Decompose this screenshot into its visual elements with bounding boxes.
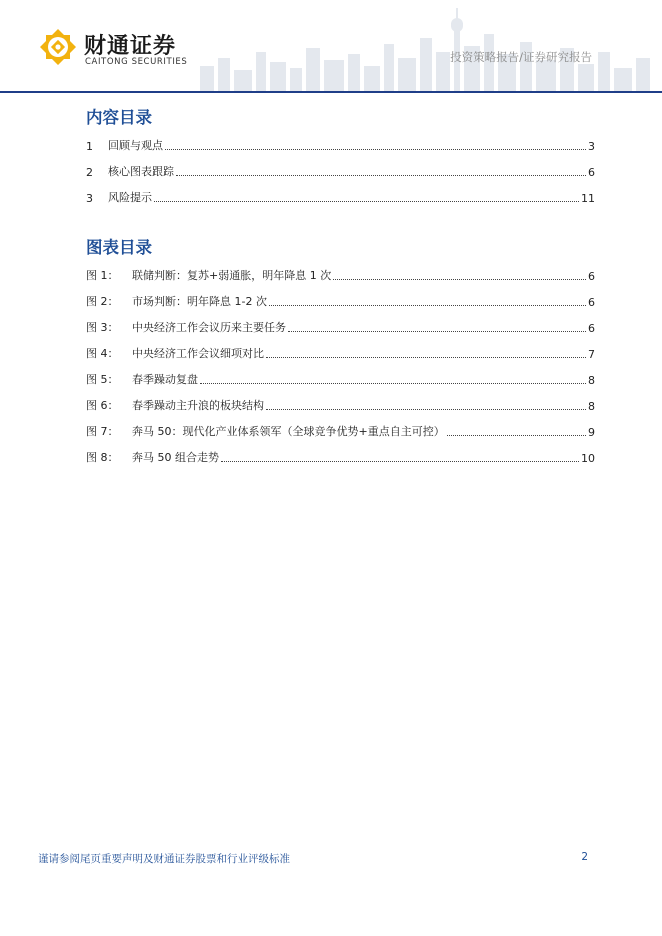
- figure-label: 联储判断：复苏+弱通胀，明年降息 1 次: [132, 269, 332, 282]
- brand-name-cn: 财通证券: [84, 34, 177, 59]
- brand-name-en: CAITONG SECURITIES: [85, 57, 188, 67]
- toc-item[interactable]: [86, 163, 595, 179]
- figure-number: 图 8：: [86, 451, 119, 464]
- report-type-label: 投资策略报告/证券研究报告: [450, 50, 592, 64]
- toc-leader-dots: [266, 408, 586, 410]
- toc-item-label: 风险提示: [108, 191, 152, 204]
- contents-title: 内容目录: [86, 108, 152, 127]
- figure-label: 春季躁动主升浪的板块结构: [132, 399, 264, 412]
- figure-page: 7: [588, 348, 595, 361]
- figure-list-item[interactable]: [86, 397, 595, 413]
- toc-leader-dots: [447, 434, 586, 436]
- figure-number: 图 3：: [86, 321, 119, 334]
- toc-leader-dots: [154, 200, 579, 202]
- footer-page-number: 2: [581, 851, 588, 863]
- figures-title: 图表目录: [86, 238, 152, 257]
- figure-number: 图 5：: [86, 373, 119, 386]
- figure-page: 8: [588, 374, 595, 387]
- figure-list-item[interactable]: [86, 371, 595, 387]
- figure-label: 奔马 50 组合走势: [132, 451, 219, 464]
- toc-leader-dots: [221, 460, 579, 462]
- figure-page: 6: [588, 322, 595, 335]
- figure-label: 奔马 50：现代化产业体系领军（全球竞争优势+重点自主可控）: [132, 425, 445, 438]
- figure-label: 中央经济工作会议细项对比: [132, 347, 264, 360]
- figure-label: 市场判断：明年降息 1-2 次: [132, 295, 267, 308]
- figure-list-item[interactable]: [86, 319, 595, 335]
- toc-item-number: 3: [86, 192, 93, 205]
- toc-leader-dots: [333, 278, 586, 280]
- toc-leader-dots: [266, 356, 586, 358]
- figure-number: 图 1：: [86, 269, 119, 282]
- toc-item-label: 回顾与观点: [108, 139, 163, 152]
- figure-number: 图 7：: [86, 425, 119, 438]
- toc-item[interactable]: [86, 189, 595, 205]
- page-header: [0, 0, 662, 94]
- toc-item-page: 11: [581, 192, 595, 205]
- toc-item-page: 6: [588, 166, 595, 179]
- figure-number: 图 4：: [86, 347, 119, 360]
- header-divider: [0, 91, 662, 93]
- figure-list-item[interactable]: [86, 293, 595, 309]
- figure-label: 中央经济工作会议历来主要任务: [132, 321, 286, 334]
- caitong-logo-icon: [38, 27, 78, 67]
- toc-leader-dots: [176, 174, 586, 176]
- figure-list-item[interactable]: [86, 449, 595, 465]
- toc-item-number: 2: [86, 166, 93, 179]
- figure-number: 图 2：: [86, 295, 119, 308]
- figure-list-item[interactable]: [86, 345, 595, 361]
- toc-leader-dots: [165, 148, 586, 150]
- figure-page: 6: [588, 270, 595, 283]
- figure-page: 6: [588, 296, 595, 309]
- figure-list-item[interactable]: [86, 267, 595, 283]
- toc-item-label: 核心图表跟踪: [108, 165, 174, 178]
- figure-page: 10: [581, 452, 595, 465]
- toc-item-page: 3: [588, 140, 595, 153]
- toc-item-number: 1: [86, 140, 93, 153]
- figure-page: 8: [588, 400, 595, 413]
- figure-label: 春季躁动复盘: [132, 373, 198, 386]
- toc-leader-dots: [288, 330, 586, 332]
- figure-page: 9: [588, 426, 595, 439]
- footer-disclaimer: 谨请参阅尾页重要声明及财通证券股票和行业评级标准: [38, 853, 290, 865]
- figure-number: 图 6：: [86, 399, 119, 412]
- toc-leader-dots: [269, 304, 586, 306]
- figure-list-item[interactable]: [86, 423, 595, 439]
- toc-leader-dots: [200, 382, 586, 384]
- toc-item[interactable]: [86, 137, 595, 153]
